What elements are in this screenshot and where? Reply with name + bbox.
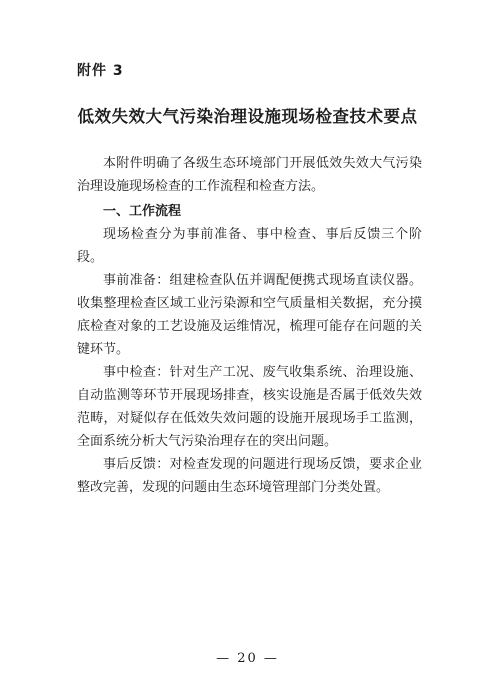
paragraph-feedback: 事后反馈：对检查发现的问题进行现场反馈，要求企业整改完善，发现的问题由生态环境管理部门分类处置。 (77, 457, 422, 495)
intro-paragraph: 本附件明确了各级生态环境部门开展低效失效大气污染治理设施现场检查的工作流程和检查方法。 (77, 156, 422, 194)
document-body (77, 152, 422, 499)
paragraph-stages: 现场检查分为事前准备、事中检查、事后反馈三个阶段。 (77, 227, 422, 265)
page-number: — 20 — (216, 651, 279, 666)
document-title: 低效失效大气污染治理设施现场检查技术要点 (77, 107, 418, 126)
paragraph-inspection: 事中检查：针对生产工况、废气收集系统、治理设施、自动监测等环节开展现场排查，核实设施是否属于低效失效范畴，对疑似存在低效失效问题的设施开展现场手工监测，全面系统分析大气污染治理存在的突出问题。 (77, 365, 422, 449)
section-heading-workflow: 一、工作流程 (103, 204, 182, 219)
attachment-label: 附件 3 (77, 63, 124, 79)
paragraph-preparation: 事前准备：组建检查队伍并调配便携式现场直读仪器。收集整理检查区域工业污染源和空气质量相关数据，充分摸底检查对象的工艺设施及运维情况，梳理可能存在问题的关键环节。 (77, 273, 422, 357)
